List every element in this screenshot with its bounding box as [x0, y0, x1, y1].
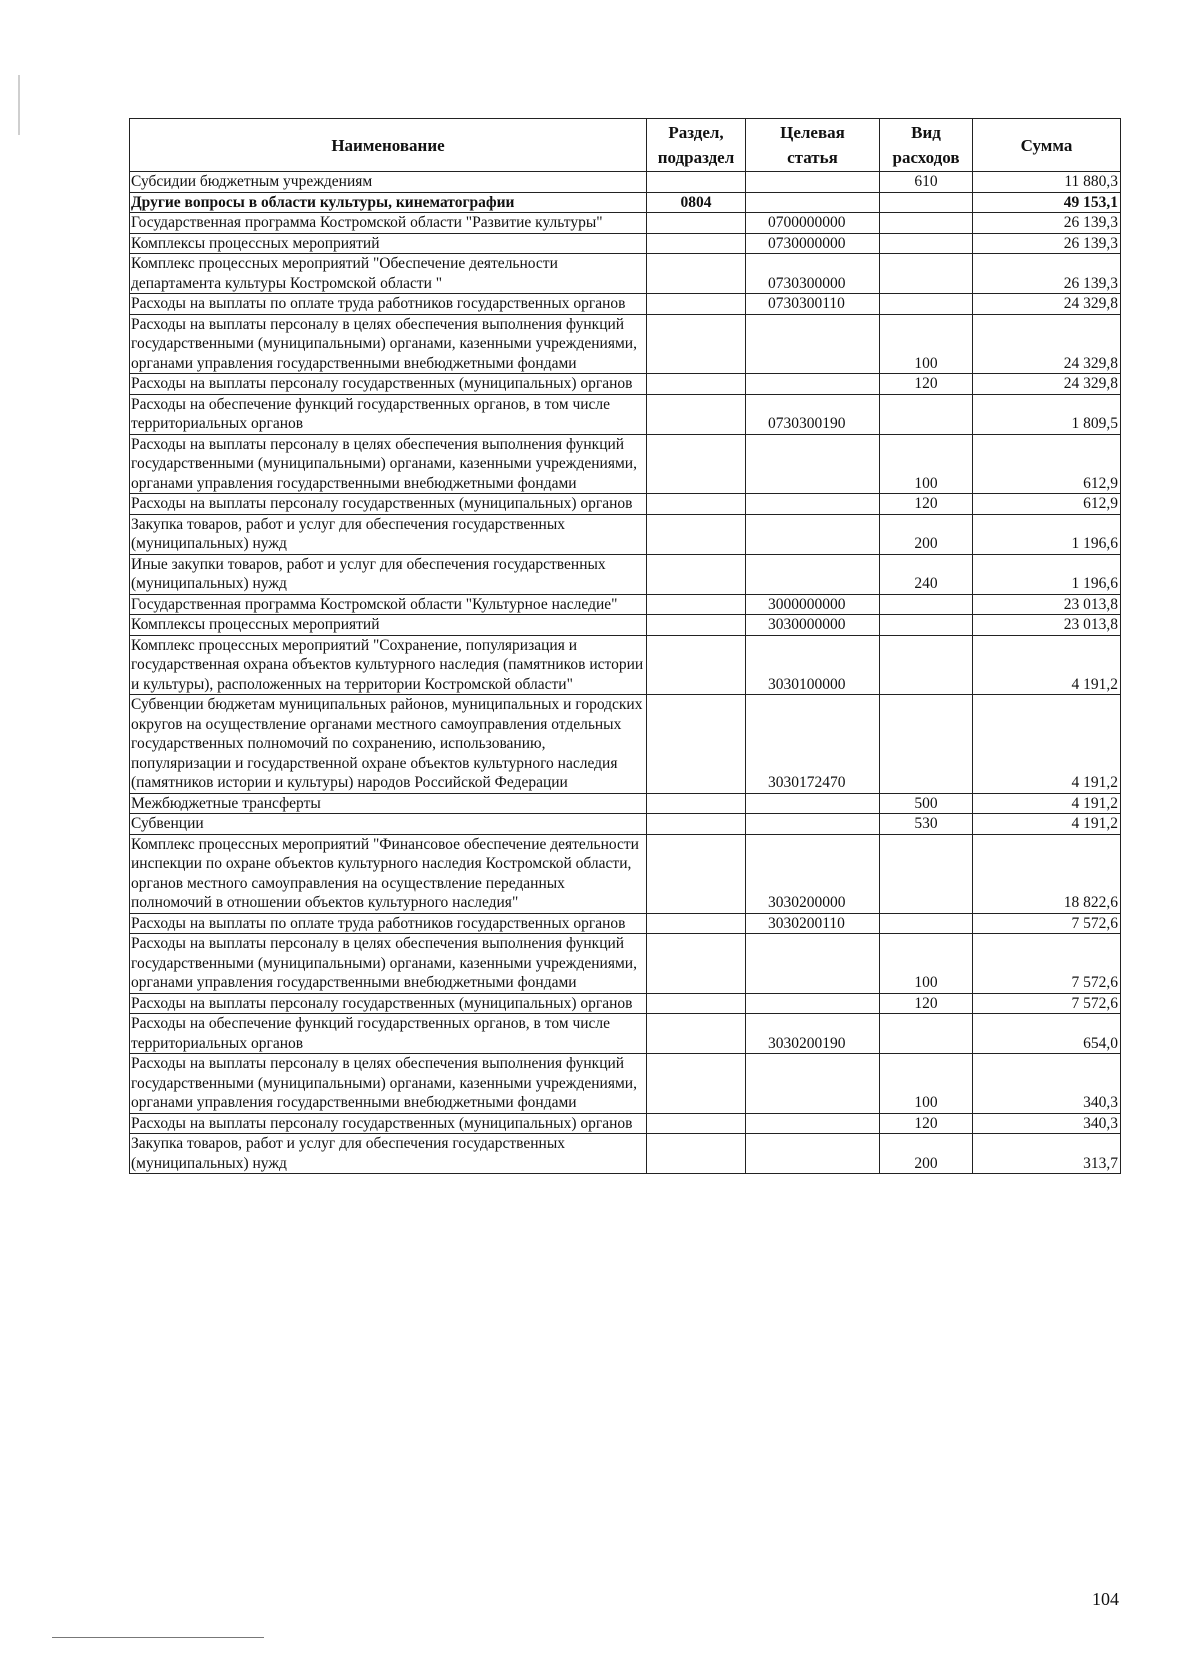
row-kind: 120	[880, 993, 973, 1014]
header-section	[647, 119, 746, 172]
row-article: 3030000000	[746, 615, 880, 636]
row-section: 0804	[647, 192, 746, 213]
table-row	[130, 615, 1121, 636]
row-section	[647, 1014, 746, 1054]
row-name: Расходы на выплаты персоналу в целях обеспечения выполнения функций государственными (муниципальными) органами, казенными учреждениями, органами управления государственными внебюджетными фондами	[130, 314, 647, 374]
row-section	[647, 1054, 746, 1114]
header-article-line1: Целевая	[780, 123, 845, 142]
header-article-line2: статья	[787, 148, 838, 167]
row-name: Государственная программа Костромской области "Развитие культуры"	[130, 213, 647, 234]
row-article: 3030172470	[746, 695, 880, 794]
row-section	[647, 294, 746, 315]
row-article	[746, 192, 880, 213]
row-name: Расходы на выплаты персоналу государственных (муниципальных) органов	[130, 1113, 647, 1134]
row-sum: 4 191,2	[973, 793, 1121, 814]
row-kind: 100	[880, 1054, 973, 1114]
row-article: 3000000000	[746, 594, 880, 615]
row-kind	[880, 834, 973, 913]
table-row	[130, 695, 1121, 794]
row-article: 0700000000	[746, 213, 880, 234]
table-row	[130, 192, 1121, 213]
row-sum: 24 329,8	[973, 314, 1121, 374]
row-article	[746, 1054, 880, 1114]
footnote-divider	[52, 1637, 264, 1638]
row-sum: 340,3	[973, 1113, 1121, 1134]
row-article	[746, 494, 880, 515]
row-article	[746, 514, 880, 554]
row-sum: 26 139,3	[973, 254, 1121, 294]
row-article: 3030200110	[746, 913, 880, 934]
row-kind: 100	[880, 434, 973, 494]
row-section	[647, 494, 746, 515]
row-sum: 7 572,6	[973, 993, 1121, 1014]
row-article	[746, 314, 880, 374]
row-name: Комплексы процессных мероприятий	[130, 615, 647, 636]
table-row	[130, 434, 1121, 494]
scan-margin-mark	[18, 75, 20, 135]
row-section	[647, 394, 746, 434]
table-row	[130, 814, 1121, 835]
row-article	[746, 1113, 880, 1134]
row-sum: 340,3	[973, 1054, 1121, 1114]
budget-table	[129, 118, 1121, 1174]
page-number: 104	[1092, 1589, 1119, 1609]
row-section	[647, 913, 746, 934]
row-article: 3030100000	[746, 635, 880, 695]
row-kind: 500	[880, 793, 973, 814]
row-kind: 120	[880, 1113, 973, 1134]
table-row	[130, 913, 1121, 934]
row-name: Субвенции	[130, 814, 647, 835]
row-kind	[880, 394, 973, 434]
row-name: Расходы на выплаты по оплате труда работников государственных органов	[130, 294, 647, 315]
row-section	[647, 434, 746, 494]
header-sum: Сумма	[973, 119, 1121, 172]
table-row	[130, 993, 1121, 1014]
header-section-line2: подраздел	[657, 148, 735, 167]
row-name: Комплексы процессных мероприятий	[130, 233, 647, 254]
row-kind: 530	[880, 814, 973, 835]
table-body	[130, 172, 1121, 1174]
row-article	[746, 934, 880, 994]
row-sum: 26 139,3	[973, 233, 1121, 254]
header-section-line1: Раздел,	[668, 123, 724, 142]
table-row	[130, 635, 1121, 695]
table-row	[130, 294, 1121, 315]
row-name: Комплекс процессных мероприятий "Финансовое обеспечение деятельности инспекции по охране объектов культурного наследия Костромской области, органов местного самоуправления на осуществление переданных полномочий в отношении объектов культурного наследия"	[130, 834, 647, 913]
row-kind	[880, 254, 973, 294]
row-name: Иные закупки товаров, работ и услуг для обеспечения государственных (муниципальных) нужд	[130, 554, 647, 594]
row-name: Закупка товаров, работ и услуг для обеспечения государственных (муниципальных) нужд	[130, 514, 647, 554]
row-kind: 100	[880, 934, 973, 994]
row-name: Расходы на выплаты персоналу в целях обеспечения выполнения функций государственными (муниципальными) органами, казенными учреждениями, органами управления государственными внебюджетными фондами	[130, 934, 647, 994]
table-row	[130, 514, 1121, 554]
row-kind: 200	[880, 514, 973, 554]
row-name: Другие вопросы в области культуры, кинематографии	[130, 192, 647, 213]
row-section	[647, 213, 746, 234]
row-kind: 240	[880, 554, 973, 594]
row-sum: 7 572,6	[973, 934, 1121, 994]
header-article	[746, 119, 880, 172]
table-row	[130, 233, 1121, 254]
row-article	[746, 993, 880, 1014]
row-sum: 4 191,2	[973, 814, 1121, 835]
row-sum: 24 329,8	[973, 374, 1121, 395]
row-sum: 11 880,3	[973, 172, 1121, 193]
row-kind	[880, 233, 973, 254]
row-sum: 23 013,8	[973, 594, 1121, 615]
row-section	[647, 233, 746, 254]
row-name: Межбюджетные трансферты	[130, 793, 647, 814]
row-kind	[880, 695, 973, 794]
row-article: 0730300110	[746, 294, 880, 315]
row-sum: 26 139,3	[973, 213, 1121, 234]
row-article	[746, 374, 880, 395]
table-row	[130, 314, 1121, 374]
row-name: Закупка товаров, работ и услуг для обеспечения государственных (муниципальных) нужд	[130, 1134, 647, 1174]
row-article	[746, 554, 880, 594]
row-section	[647, 554, 746, 594]
row-article: 3030200000	[746, 834, 880, 913]
row-kind	[880, 594, 973, 615]
table-row	[130, 793, 1121, 814]
row-kind: 120	[880, 374, 973, 395]
table-row	[130, 934, 1121, 994]
row-section	[647, 615, 746, 636]
row-section	[647, 934, 746, 994]
row-kind	[880, 635, 973, 695]
row-article	[746, 814, 880, 835]
row-sum: 4 191,2	[973, 695, 1121, 794]
table-row	[130, 254, 1121, 294]
row-kind	[880, 192, 973, 213]
table-row	[130, 834, 1121, 913]
row-article: 0730000000	[746, 233, 880, 254]
table-row	[130, 494, 1121, 515]
row-section	[647, 993, 746, 1014]
row-kind: 200	[880, 1134, 973, 1174]
row-section	[647, 314, 746, 374]
row-sum: 1 809,5	[973, 394, 1121, 434]
header-kind-line1: Вид	[911, 123, 941, 142]
header-kind-line2: расходов	[892, 148, 960, 167]
row-name: Комплекс процессных мероприятий "Сохранение, популяризация и государственная охрана объектов культурного наследия (памятников истории и культуры), расположенных на территории Костромской области"	[130, 635, 647, 695]
row-article: 3030200190	[746, 1014, 880, 1054]
row-article	[746, 793, 880, 814]
row-section	[647, 514, 746, 554]
row-section	[647, 1134, 746, 1174]
row-kind	[880, 615, 973, 636]
row-article	[746, 434, 880, 494]
row-name: Расходы на обеспечение функций государственных органов, в том числе территориальных органов	[130, 394, 647, 434]
row-sum: 612,9	[973, 494, 1121, 515]
row-name: Расходы на выплаты персоналу государственных (муниципальных) органов	[130, 494, 647, 515]
header-kind	[880, 119, 973, 172]
row-sum: 654,0	[973, 1014, 1121, 1054]
row-sum: 4 191,2	[973, 635, 1121, 695]
row-sum: 1 196,6	[973, 554, 1121, 594]
table-row	[130, 1014, 1121, 1054]
table-row	[130, 1134, 1121, 1174]
row-sum: 612,9	[973, 434, 1121, 494]
row-sum: 1 196,6	[973, 514, 1121, 554]
row-section	[647, 834, 746, 913]
table-header-row	[130, 119, 1121, 172]
row-name: Расходы на выплаты персоналу в целях обеспечения выполнения функций государственными (муниципальными) органами, казенными учреждениями, органами управления государственными внебюджетными фондами	[130, 1054, 647, 1114]
header-name: Наименование	[130, 119, 647, 172]
table-row	[130, 374, 1121, 395]
row-kind: 610	[880, 172, 973, 193]
table-row	[130, 1113, 1121, 1134]
row-name: Комплекс процессных мероприятий "Обеспечение деятельности департамента культуры Костромской области "	[130, 254, 647, 294]
table-row	[130, 172, 1121, 193]
row-name: Расходы на выплаты персоналу государственных (муниципальных) органов	[130, 374, 647, 395]
row-sum: 7 572,6	[973, 913, 1121, 934]
row-section	[647, 793, 746, 814]
row-sum: 49 153,1	[973, 192, 1121, 213]
row-section	[647, 695, 746, 794]
row-section	[647, 254, 746, 294]
table-row	[130, 213, 1121, 234]
row-sum: 313,7	[973, 1134, 1121, 1174]
row-name: Субсидии бюджетным учреждениям	[130, 172, 647, 193]
row-section	[647, 635, 746, 695]
row-kind	[880, 1014, 973, 1054]
row-section	[647, 172, 746, 193]
row-name: Субвенции бюджетам муниципальных районов, муниципальных и городских округов на осуществление органами местного самоуправления отдельных государственных полномочий по сохранению, использованию, популяризации и государственной охране объектов культурного наследия (памятников истории и культуры) народов Российской Федерации	[130, 695, 647, 794]
row-article: 0730300000	[746, 254, 880, 294]
row-kind: 100	[880, 314, 973, 374]
table-row	[130, 554, 1121, 594]
table-row	[130, 394, 1121, 434]
row-kind: 120	[880, 494, 973, 515]
row-name: Расходы на выплаты по оплате труда работников государственных органов	[130, 913, 647, 934]
row-sum: 18 822,6	[973, 834, 1121, 913]
table-row	[130, 1054, 1121, 1114]
row-section	[647, 1113, 746, 1134]
row-name: Расходы на обеспечение функций государственных органов, в том числе территориальных органов	[130, 1014, 647, 1054]
row-article	[746, 1134, 880, 1174]
row-name: Расходы на выплаты персоналу государственных (муниципальных) органов	[130, 993, 647, 1014]
row-sum: 23 013,8	[973, 615, 1121, 636]
row-article: 0730300190	[746, 394, 880, 434]
row-kind	[880, 213, 973, 234]
row-kind	[880, 294, 973, 315]
row-kind	[880, 913, 973, 934]
row-section	[647, 594, 746, 615]
row-article	[746, 172, 880, 193]
row-section	[647, 814, 746, 835]
table-row	[130, 594, 1121, 615]
row-name: Расходы на выплаты персоналу в целях обеспечения выполнения функций государственными (муниципальными) органами, казенными учреждениями, органами управления государственными внебюджетными фондами	[130, 434, 647, 494]
row-sum: 24 329,8	[973, 294, 1121, 315]
row-section	[647, 374, 746, 395]
row-name: Государственная программа Костромской области "Культурное наследие"	[130, 594, 647, 615]
